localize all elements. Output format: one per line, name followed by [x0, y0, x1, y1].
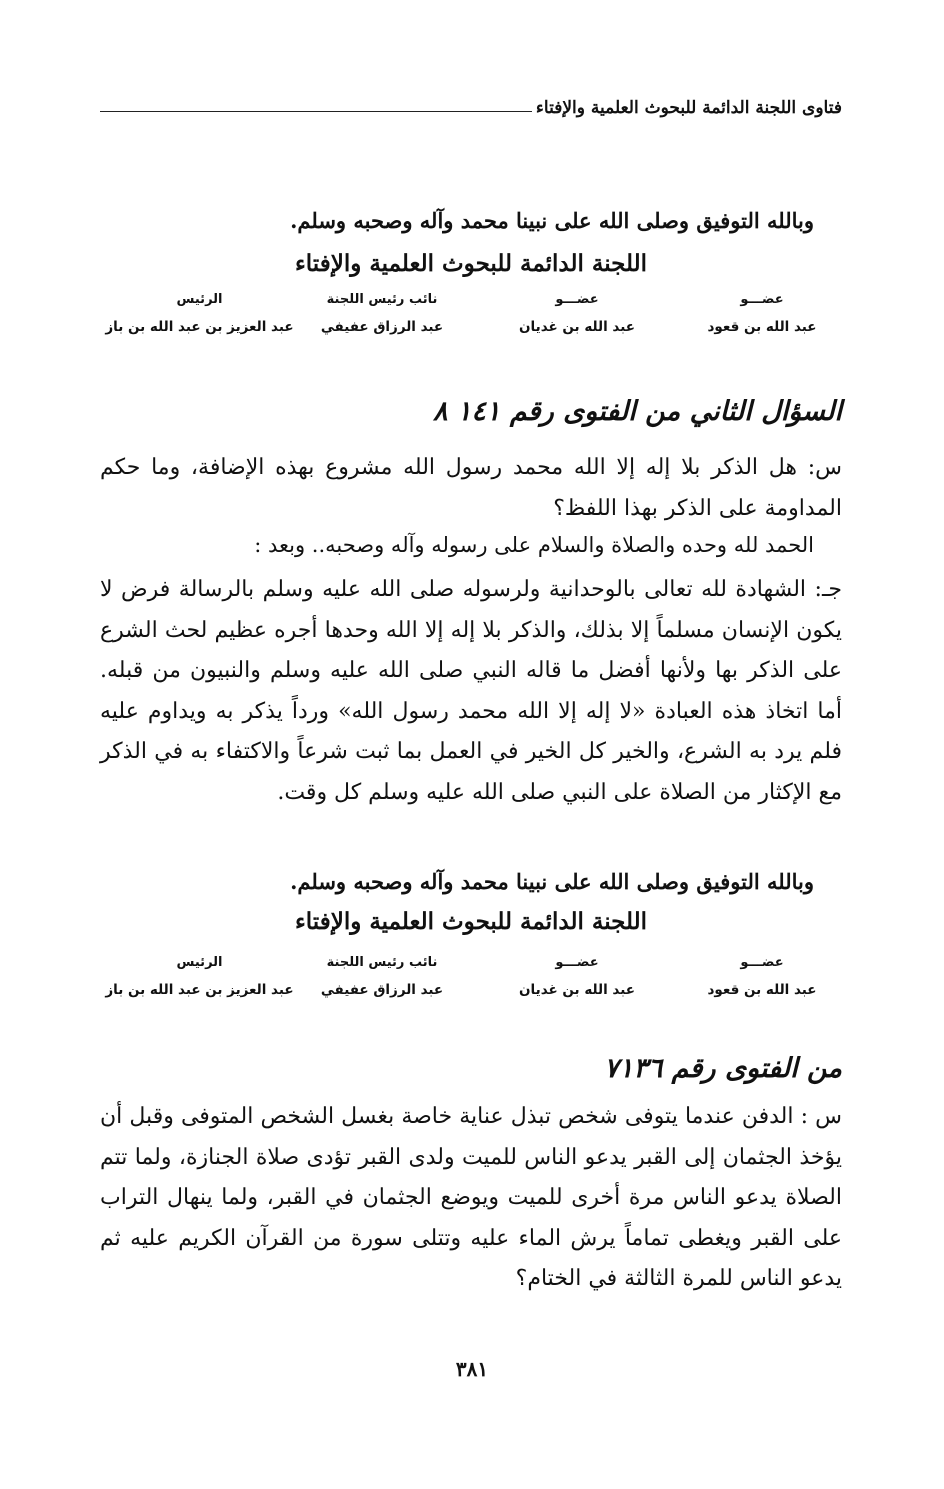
closing-formula: وبالله التوفيق وصلى الله على نبينا محمد وآله وصحبه وسلم. [290, 869, 814, 894]
signatures-block [100, 955, 842, 1013]
page-number: ٣٨١ [455, 1357, 489, 1381]
running-title: فتاوى اللجنة الدائمة للبحوث العلمية والإفتاء [535, 98, 842, 118]
signatory [97, 292, 302, 335]
signatory-name: عبد الله بن قعود [707, 319, 817, 335]
signatory [492, 292, 662, 335]
signatory-role: نائب رئيس اللجنة [326, 292, 438, 307]
signatory-name: عبد الله بن قعود [707, 982, 817, 998]
fatwa-heading: من الفتوى رقم ٧١٣٦ [604, 1053, 842, 1084]
signatory [97, 955, 302, 998]
running-header [100, 88, 842, 118]
question-paragraph: س : الدفن عندما يتوفى شخص تبذل عناية خاصة بغسل الشخص المتوفى وقبل أن يؤخذ الجثمان إلى القبر يدعو الناس للميت ولدى القبر تؤدى صلاة الجنازة، ولما تتم الصلاة يدعو الناس مرة أخرى للميت ويوضع الجثمان في القبر، ولما ينهال التراب على القبر ويغطى تماماً يرش الماء عليه وتتلى سورة من القرآن الكريم عليه ثم يدعو الناس للمرة الثالثة في الختام؟ [100, 1104, 842, 1291]
signatory [307, 955, 457, 998]
signatory-name: عبد العزيز بن عبد الله بن باز [105, 319, 294, 335]
signatory-name: عبد الرزاق عفيفي [320, 319, 444, 335]
signatory-role: عضـــو [740, 292, 784, 307]
praise-line: الحمد لله وحده والصلاة والسلام على رسوله وآله وصحبه.. وبعد : [254, 533, 814, 557]
answer-paragraph: جـ: الشهادة لله تعالى بالوحدانية ولرسوله صلى الله عليه وسلم بالرسالة فرض لا يكون الإنسان مسلماً إلا بذلك، والذكر بلا إله إلا الله وحدها أجره عظيم لحث الشرع على الذكر بها ولأنها أفضل ما قاله النبي صلى الله عليه وسلم والنبيون من قبله. أما اتخاذ هذه العبادة «لا إله إلا الله محمد رسول الله» ورداً يذكر به ويداوم عليه فلم يرد به الشرع، والخير كل الخير في العمل بما ثبت شرعاً والاكتفاء به في الذكر مع الإكثار من الصلاة على النبي صلى الله عليه وسلم كل وقت. [100, 577, 842, 805]
signatory [682, 955, 842, 998]
committee-name: اللجنة الدائمة للبحوث العلمية والإفتاء [294, 250, 648, 277]
question-paragraph: س: هل الذكر بلا إله إلا الله محمد رسول الله مشروع بهذه الإضافة، وما حكم المداومة على الذكر بهذا اللفظ؟ [100, 455, 842, 521]
signatory-role: عضـــو [555, 292, 599, 307]
signatory-name: عبد الرزاق عفيفي [320, 982, 444, 998]
signatory-name: عبد الله بن غديان [519, 319, 635, 335]
closing-formula: وبالله التوفيق وصلى الله على نبينا محمد وآله وصحبه وسلم. [290, 208, 814, 233]
committee-name: اللجنة الدائمة للبحوث العلمية والإفتاء [294, 908, 648, 935]
signatory [682, 292, 842, 335]
fatwa-heading: السؤال الثاني من الفتوى رقم ١٤١ ٨ [433, 396, 842, 427]
header-rule [100, 111, 532, 112]
signatures-block [100, 292, 842, 350]
signatory-role: نائب رئيس اللجنة [326, 955, 438, 970]
signatory-role: عضـــو [740, 955, 784, 970]
signatory-role: الرئيس [176, 955, 223, 970]
signatory-name: عبد العزيز بن عبد الله بن باز [105, 982, 294, 998]
signatory-role: عضـــو [555, 955, 599, 970]
signatory-name: عبد الله بن غديان [519, 982, 635, 998]
signatory-role: الرئيس [176, 292, 223, 307]
signatory [492, 955, 662, 998]
signatory [307, 292, 457, 335]
